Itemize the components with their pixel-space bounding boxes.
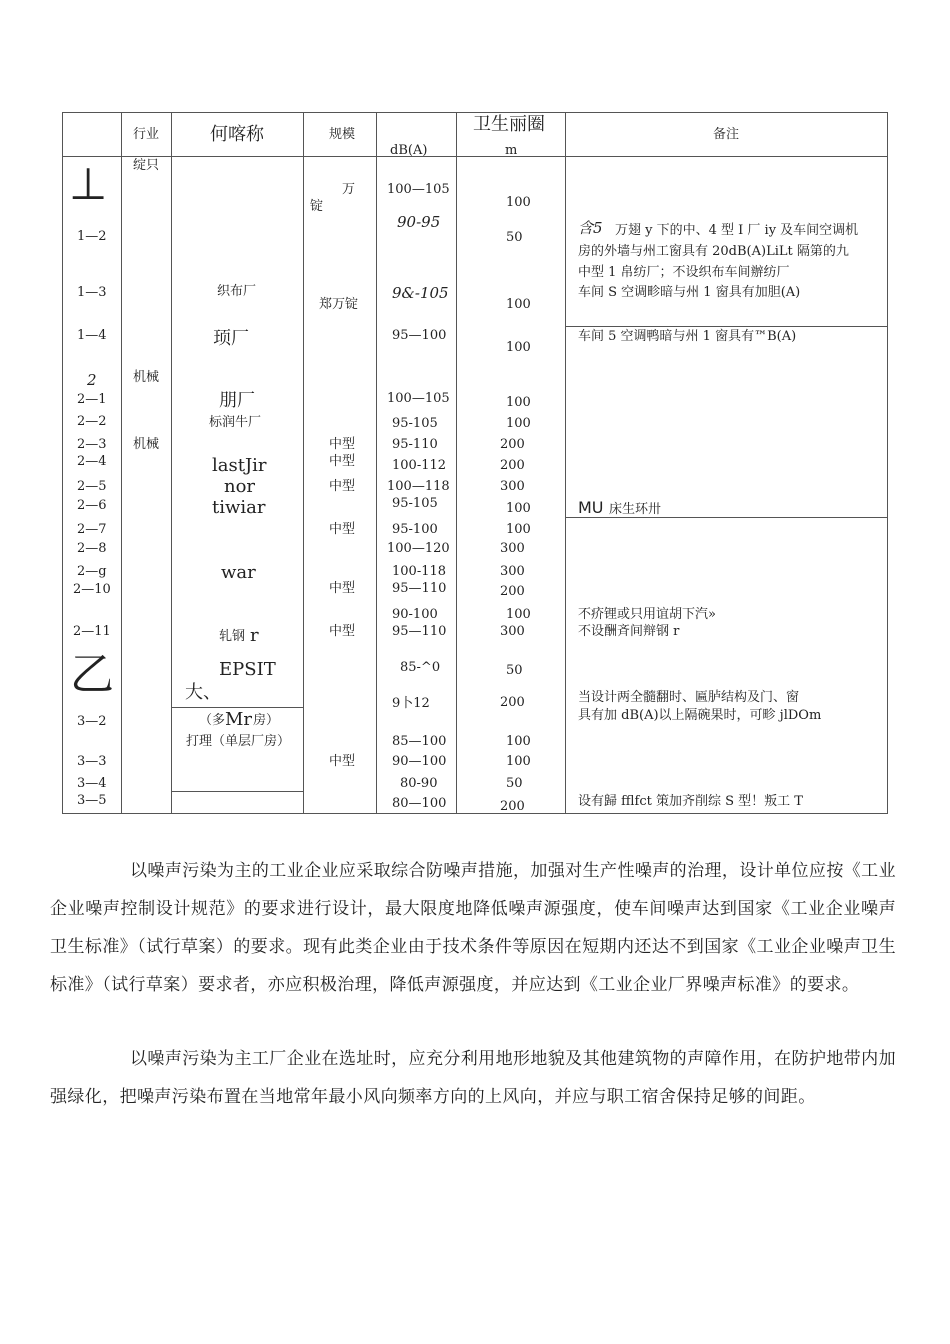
db-cell: 100-118 — [392, 564, 447, 579]
zone-cell: 200 — [500, 458, 525, 473]
remark-cell: 车间 S 空调畛暗与州 1 窗具有加胆(A) — [578, 285, 801, 300]
db-cell: 80—100 — [392, 796, 447, 811]
name-cell: 打理（单层厂房） — [186, 734, 291, 749]
name-cell: EPSIT — [219, 659, 276, 680]
code-cell: 2—5 — [77, 479, 107, 494]
zone-cell: 100 — [506, 607, 531, 622]
db-cell: 95—100 — [392, 328, 447, 343]
db-cell: 100—105 — [387, 182, 450, 197]
scale-cell: 锭 — [310, 199, 324, 214]
noise-standard-table — [62, 112, 888, 814]
db-cell: 100—105 — [387, 391, 450, 406]
db-cell: 9卜12 — [392, 696, 430, 711]
table-top-border — [62, 112, 888, 113]
remark-cell: 不疥锂或只用谊胡下汽» — [578, 607, 716, 622]
name-cell: 轧钢 — [219, 629, 246, 644]
name-cell: （多 — [199, 713, 226, 728]
db-cell: 95-105 — [392, 496, 438, 511]
zone-cell: 300 — [500, 564, 525, 579]
code-cell: ⊥ — [69, 159, 108, 210]
code-cell: 2 — [87, 371, 97, 389]
remark-cell: 设有歸 fflfct 策加齐削综 S 型！叛工 T — [578, 794, 803, 809]
code-cell: 2—3 — [77, 437, 107, 452]
zone-cell: 100 — [506, 395, 531, 410]
table-header-divider — [62, 156, 888, 157]
db-cell: 95—110 — [392, 624, 447, 639]
zone-cell: 100 — [506, 522, 531, 537]
industry-cell: 机械 — [133, 370, 160, 385]
code-cell: 3—4 — [77, 776, 107, 791]
remark-divider — [565, 326, 888, 327]
db-cell: 95-100 — [392, 522, 438, 537]
body-paragraph — [50, 852, 896, 1004]
zone-cell: 100 — [506, 297, 531, 312]
name-cell: 大、 — [185, 682, 221, 703]
table-left-border — [62, 112, 63, 814]
header-db: dB(A) — [390, 143, 428, 158]
db-cell: 95-110 — [392, 437, 438, 452]
zone-cell: 100 — [506, 501, 531, 516]
table-right-border — [887, 112, 888, 814]
remark-cell: 含5 — [578, 219, 603, 237]
remark-cell: 房的外墙与州工窗具有 20dB(A)LiLt 隔第的九 — [578, 244, 849, 259]
column-divider — [171, 112, 172, 814]
industry-cell: 机械 — [133, 437, 160, 452]
code-cell: 2—6 — [77, 498, 107, 513]
code-cell: 2—4 — [77, 454, 107, 469]
zone-cell: 100 — [506, 754, 531, 769]
column-divider — [565, 112, 566, 814]
header-industry: 行业 — [133, 127, 160, 142]
code-cell: 2—10 — [73, 582, 111, 597]
db-cell: 80-90 — [400, 776, 438, 791]
scale-cell: 万 — [342, 182, 356, 197]
name-cell: 朋厂 — [219, 390, 255, 411]
remark-cell: 中型 1 帛纺厂；不设织布车间辦纺厂 — [578, 265, 790, 280]
name-cell: tiwiar — [212, 497, 266, 518]
column-divider — [376, 112, 377, 814]
db-cell: 90—100 — [392, 754, 447, 769]
name-cell-divider — [171, 707, 303, 708]
db-cell: 95-105 — [392, 416, 438, 431]
header-name: 何喀称 — [210, 124, 264, 145]
scale-cell: 中型 — [329, 454, 356, 469]
code-cell: 1—2 — [77, 229, 107, 244]
remark-cell: 车间 5 空调鸭暗与州 1 窗具有™B(A) — [578, 329, 797, 344]
scale-cell: 中型 — [329, 754, 356, 769]
zone-cell: 200 — [500, 799, 525, 814]
remark-cell: 床生环卅 — [609, 502, 662, 517]
code-cell: 1—4 — [77, 328, 107, 343]
code-cell: 2—2 — [77, 414, 107, 429]
db-cell: 9&-105 — [392, 284, 449, 302]
zone-cell: 100 — [506, 416, 531, 431]
zone-cell: 100 — [506, 734, 531, 749]
name-cell-divider — [171, 791, 303, 792]
db-cell: 100—120 — [387, 541, 450, 556]
zone-cell: 200 — [500, 695, 525, 710]
zone-cell: 100 — [506, 340, 531, 355]
scale-cell: 中型 — [329, 437, 356, 452]
scale-cell: 郑万锭 — [319, 297, 359, 312]
zone-cell: 300 — [500, 541, 525, 556]
remark-cell: MU — [578, 498, 604, 517]
code-cell: 2—1 — [77, 392, 107, 407]
name-cell: Mr — [225, 709, 253, 730]
code-cell: 2—7 — [77, 522, 107, 537]
code-cell: 乙 — [70, 649, 114, 700]
db-cell: 100-112 — [392, 458, 447, 473]
db-cell: 90-100 — [392, 607, 438, 622]
header-zone: 卫生丽圈 — [473, 114, 545, 135]
scale-cell: 中型 — [329, 479, 356, 494]
db-cell: 90-95 — [397, 213, 441, 231]
zone-cell: 100 — [506, 195, 531, 210]
header-remark: 备注 — [713, 127, 740, 142]
remark-cell: 万翅 y 下的中、4 型 I 厂 iy 及车间空调机 — [615, 223, 859, 238]
code-cell: 2—8 — [77, 541, 107, 556]
industry-cell: 绽只 — [133, 158, 160, 173]
zone-cell: 50 — [506, 230, 523, 245]
remark-cell: 当设计两全髓翻时、匾胪结构及门、窗 — [578, 690, 800, 705]
code-cell: 2—11 — [73, 624, 111, 639]
code-cell: 1—3 — [77, 285, 107, 300]
name-cell: nor — [224, 476, 256, 497]
name-cell: 织布厂 — [217, 284, 257, 299]
column-divider — [456, 112, 457, 814]
scale-cell: 中型 — [329, 522, 356, 537]
scale-cell: 中型 — [329, 581, 356, 596]
db-cell: 85—100 — [392, 734, 447, 749]
column-divider — [121, 112, 122, 814]
db-cell: 85-^0 — [400, 660, 441, 675]
name-cell: 房） — [253, 713, 280, 728]
code-cell: 3—3 — [77, 754, 107, 769]
paragraph-text: 以噪声污染为主工厂企业在选址时，应充分利用地形地貌及其他建筑物的声障作用，在防护地带内加强绿化，把噪声污染布置在当地常年最小风向频率方向的上风向，并应与职工宿舍保持足够的间距。 — [50, 1049, 896, 1107]
body-paragraph — [50, 1040, 896, 1116]
table-bottom-border — [62, 813, 888, 814]
db-cell: 100—118 — [387, 479, 450, 494]
zone-cell: 50 — [506, 776, 523, 791]
name-cell: 顼厂 — [213, 328, 249, 349]
name-cell: r — [250, 625, 259, 646]
zone-cell: 200 — [500, 437, 525, 452]
zone-cell: 200 — [500, 584, 525, 599]
name-cell: lastJir — [212, 455, 267, 476]
name-cell: 标润牛厂 — [209, 415, 262, 430]
remark-cell: 具有加 dB(A)以上隔碗果时，可畛 jlDOm — [578, 708, 822, 723]
code-cell: 3—2 — [77, 714, 107, 729]
zone-cell: 300 — [500, 479, 525, 494]
name-cell: war — [221, 562, 256, 583]
db-cell: 95—110 — [392, 581, 447, 596]
code-cell: 2—g — [77, 564, 107, 579]
header-zone-unit: m — [505, 143, 518, 158]
zone-cell: 50 — [506, 663, 523, 678]
paragraph-text: 以噪声污染为主的工业企业应采取综合防噪声措施，加强对生产性噪声的治理，设计单位应按《工业企业噪声控制设计规范》的要求进行设计，最大限度地降低噪声源强度，使车间噪声达到国家《工业企业噪声卫生标准》（试行草案）的要求。现有此类企业由于技术条件等原因在短期内还达不到国家《工业企业噪声卫生标准》（试行草案）要求者，亦应积极治理，降低声源强度，并应达到《工业企业厂界噪声标准》的要求。 — [50, 861, 896, 995]
scale-cell: 中型 — [329, 624, 356, 639]
header-scale: 规模 — [329, 127, 356, 142]
code-cell: 3—5 — [77, 793, 107, 808]
column-divider — [303, 112, 304, 814]
zone-cell: 300 — [500, 624, 525, 639]
remark-cell: 不设酬斉间辩钢 r — [578, 624, 680, 639]
